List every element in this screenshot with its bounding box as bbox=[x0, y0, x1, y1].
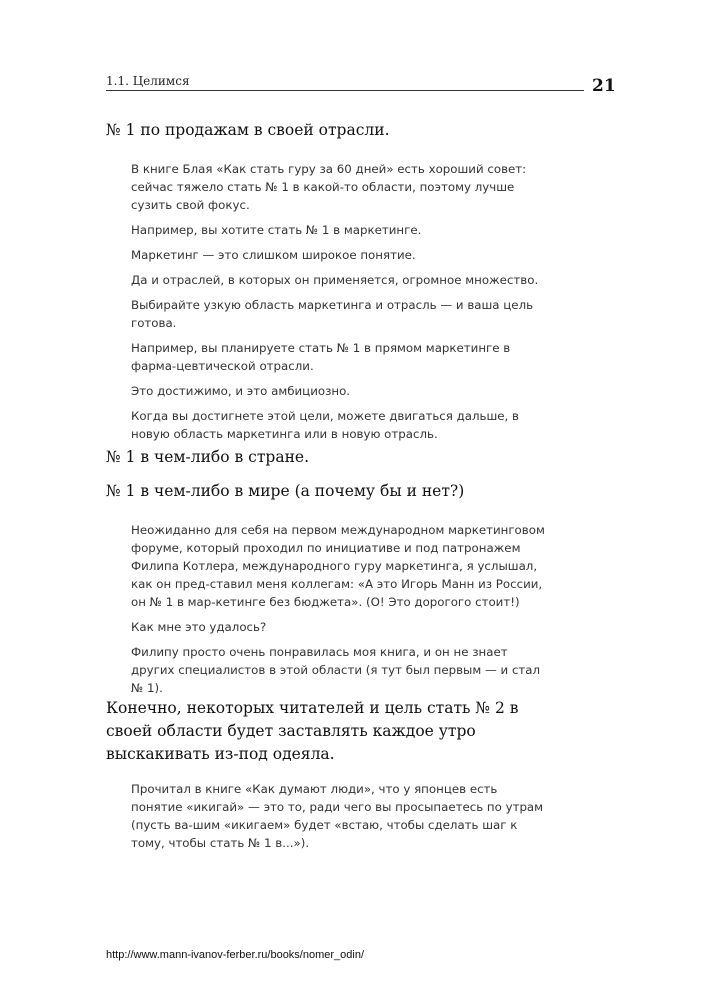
paragraph: Филипу просто очень понравилась моя книга, и он не знает других специалистов в этой области (я тут был первым — и стал № 1). bbox=[131, 645, 541, 695]
footer-link[interactable]: http://www.mann-ivanov-ferber.ru/books/nomer_odin/ bbox=[106, 949, 365, 961]
running-head: 1.1. Целимся bbox=[106, 74, 190, 88]
heading-sales: № 1 по продажам в своей отрасли. bbox=[106, 121, 390, 139]
text-block-kotler bbox=[131, 521, 551, 704]
paragraph: Прочитал в книге «Как думают люди», что у японцев есть понятие «икигай» — это то, ради чего вы просыпаетесь по утрам (пусть ва-шим «икигаем» будет «встаю, чтобы сделать шаг к тому, чтобы стать № 1 в...»). bbox=[131, 782, 544, 850]
text-block-guru bbox=[131, 160, 551, 450]
paragraph: Например, вы хотите стать № 1 в маркетинге. bbox=[131, 223, 422, 237]
header-rule bbox=[106, 90, 584, 91]
paragraph: Неожиданно для себя на первом международном маркетинговом форуме, который проходил по инициативе и под патронажем Филипа Котлера, международного гуру маркетинга, я услышал, как он пред-ставил меня коллегам: «А это Игорь Манн из России, он № 1 в мар-кетинге без бюджета». (О! Это дорогого стоит!) bbox=[131, 523, 545, 609]
heading-number-two: Конечно, некоторых читателей и цель стать № 2 в своей области будет заставлять каждое утро выскакивать из-под одеяла. bbox=[106, 699, 519, 763]
page-number: 21 bbox=[592, 76, 616, 96]
paragraph: В книге Блая «Как стать гуру за 60 дней» есть хороший совет: сейчас тяжело стать № 1 в какой-то области, поэтому лучше сузить свой фокус. bbox=[131, 162, 527, 212]
paragraph: Маркетинг — это слишком широкое понятие. bbox=[131, 248, 416, 262]
paragraph: Выбирайте узкую область маркетинга и отрасль — и ваша цель готова. bbox=[131, 298, 534, 330]
text-block-ikigai bbox=[131, 780, 551, 859]
paragraph: Да и отраслей, в которых он применяется, огромное множество. bbox=[131, 273, 539, 287]
paragraph: Когда вы достигнете этой цели, можете двигаться дальше, в новую область маркетинга или в новую отрасль. bbox=[131, 409, 519, 441]
heading-world: № 1 в чем-либо в мире (а почему бы и нет?) bbox=[106, 482, 465, 500]
heading-country: № 1 в чем-либо в стране. bbox=[106, 448, 310, 466]
paragraph: Как мне это удалось? bbox=[131, 620, 267, 634]
paragraph: Например, вы планируете стать № 1 в прямом маркетинге в фарма-цевтической отрасли. bbox=[131, 341, 511, 373]
paragraph: Это достижимо, и это амбициозно. bbox=[131, 384, 351, 398]
